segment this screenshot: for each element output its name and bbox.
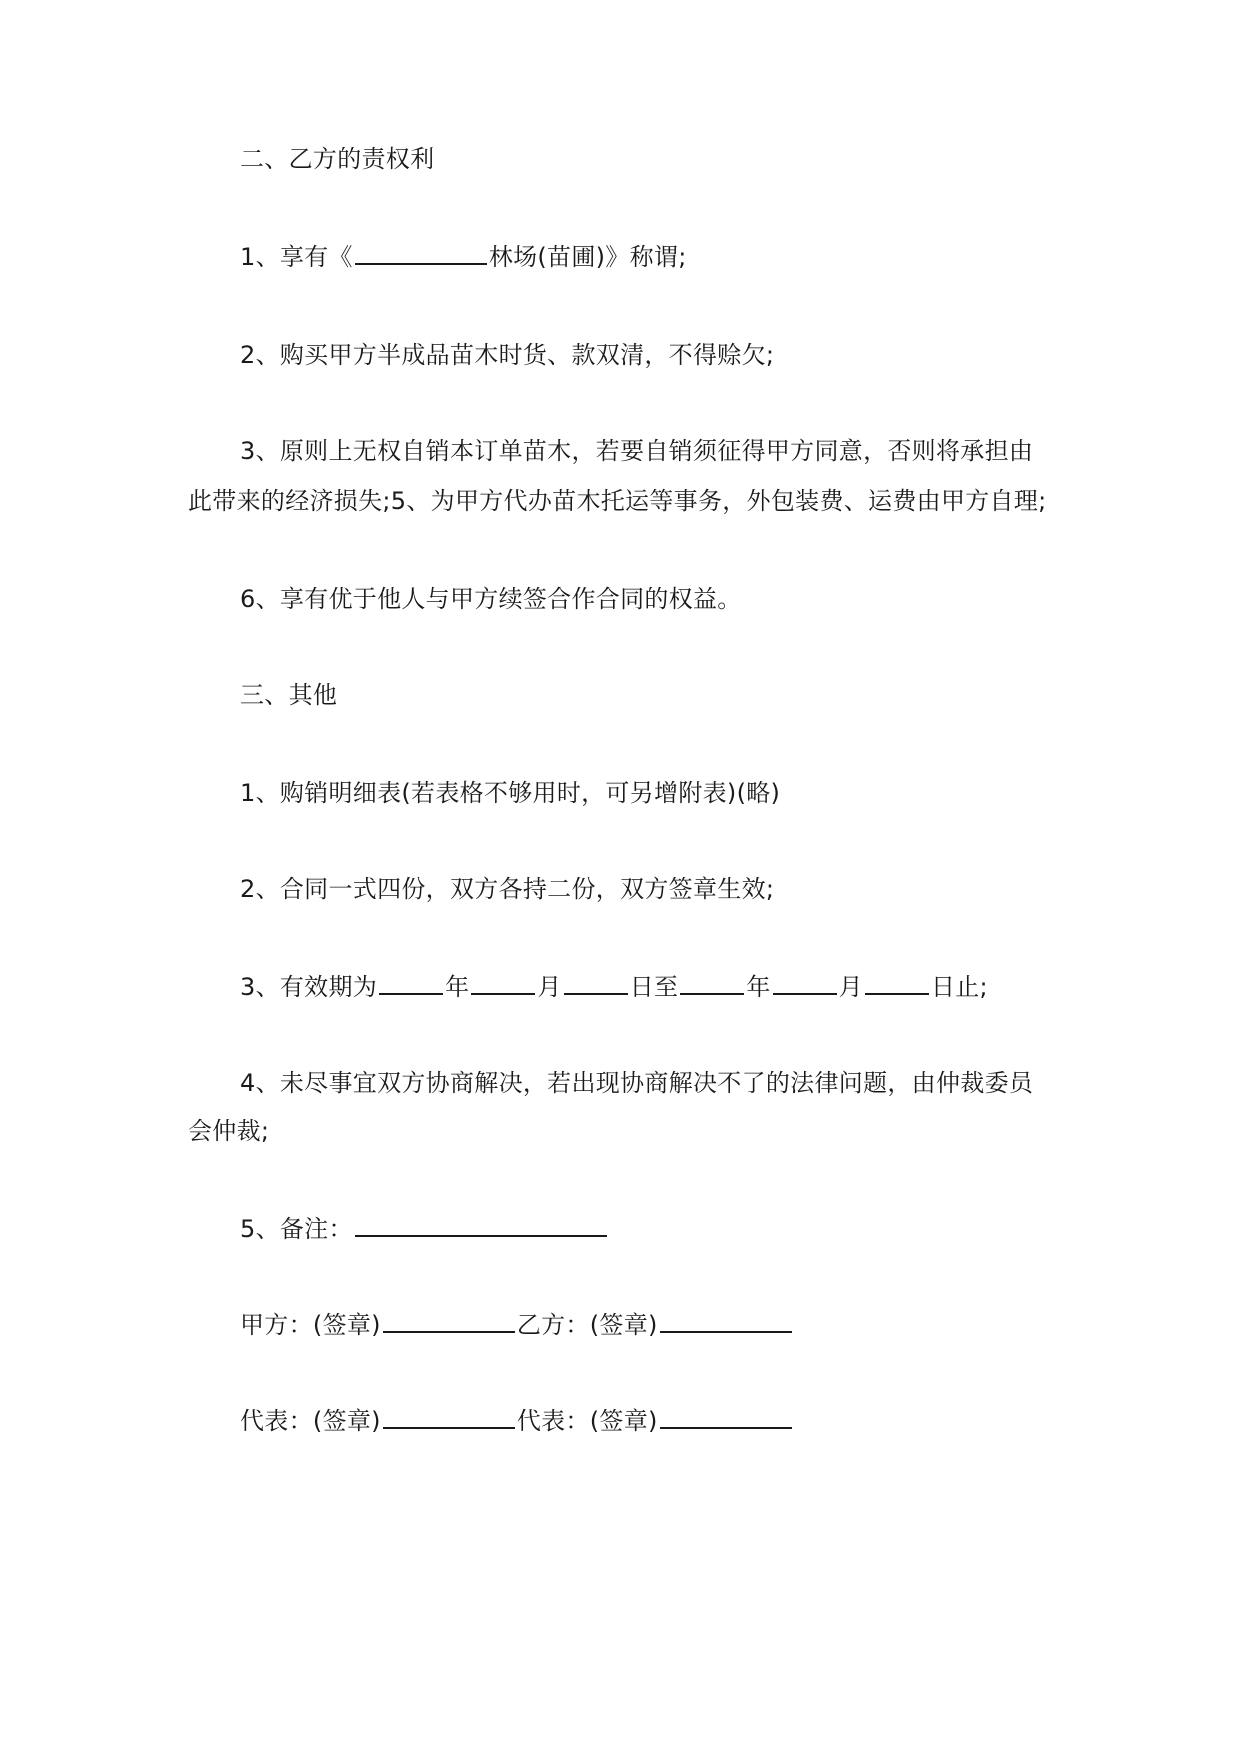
party-b-label: 乙方：(签章) bbox=[516, 1311, 658, 1339]
farm-name-blank bbox=[355, 241, 487, 265]
section-3-item-3: 3、有效期为 年 月 日至 年 月 日止; bbox=[240, 973, 988, 1001]
section-3-item-4-line-2: 会仲裁; bbox=[188, 1117, 270, 1145]
party-a-label: 甲方：(签章) bbox=[240, 1311, 381, 1339]
section-3-heading: 三、其他 bbox=[240, 681, 338, 709]
rep-a-signature-blank bbox=[383, 1405, 515, 1429]
section-3-item-5: 5、备注： bbox=[240, 1212, 1110, 1246]
section-3-item-4-line-1: 4、未尽事宜双方协商解决，若出现协商解决不了的法律问题，由仲裁委员 bbox=[240, 1069, 1034, 1097]
start-day-blank bbox=[564, 971, 628, 995]
start-year-blank bbox=[379, 971, 443, 995]
remarks-blank bbox=[355, 1213, 607, 1237]
end-month-blank bbox=[773, 971, 837, 995]
section-3-item-2: 2、合同一式四份，双方各持二份，双方签章生效; bbox=[240, 875, 775, 903]
section-2-item-2: 2、购买甲方半成品苗木时货、款双清，不得赊欠; bbox=[240, 341, 775, 369]
representative-signature-row bbox=[240, 1404, 1110, 1438]
end-year-blank bbox=[680, 971, 744, 995]
end-day-blank bbox=[865, 971, 929, 995]
rep-b-label: 代表：(签章) bbox=[516, 1407, 658, 1435]
section-2-item-3-line-1: 3、原则上无权自销本订单苗木，若要自销须征得甲方同意，否则将承担由 bbox=[240, 437, 1034, 465]
rep-b-signature-blank bbox=[660, 1405, 792, 1429]
party-signature-row bbox=[240, 1308, 1110, 1342]
section-2-item-1: 1、享有《 林场(苗圃)》称谓; bbox=[240, 243, 687, 271]
party-a-signature-blank bbox=[383, 1309, 515, 1333]
start-month-blank bbox=[471, 971, 535, 995]
party-b-signature-blank bbox=[660, 1309, 792, 1333]
section-3-item-1: 1、购销明细表(若表格不够用时，可另增附表)(略) bbox=[240, 779, 781, 807]
rep-a-label: 代表：(签章) bbox=[240, 1407, 381, 1435]
section-2-item-3-line-2: 此带来的经济损失;5、为甲方代办苗木托运等事务，外包装费、运费由甲方自理; bbox=[188, 487, 1047, 515]
section-2-heading: 二、乙方的责权利 bbox=[240, 145, 435, 173]
section-2-item-6: 6、享有优于他人与甲方续签合作合同的权益。 bbox=[240, 585, 742, 613]
